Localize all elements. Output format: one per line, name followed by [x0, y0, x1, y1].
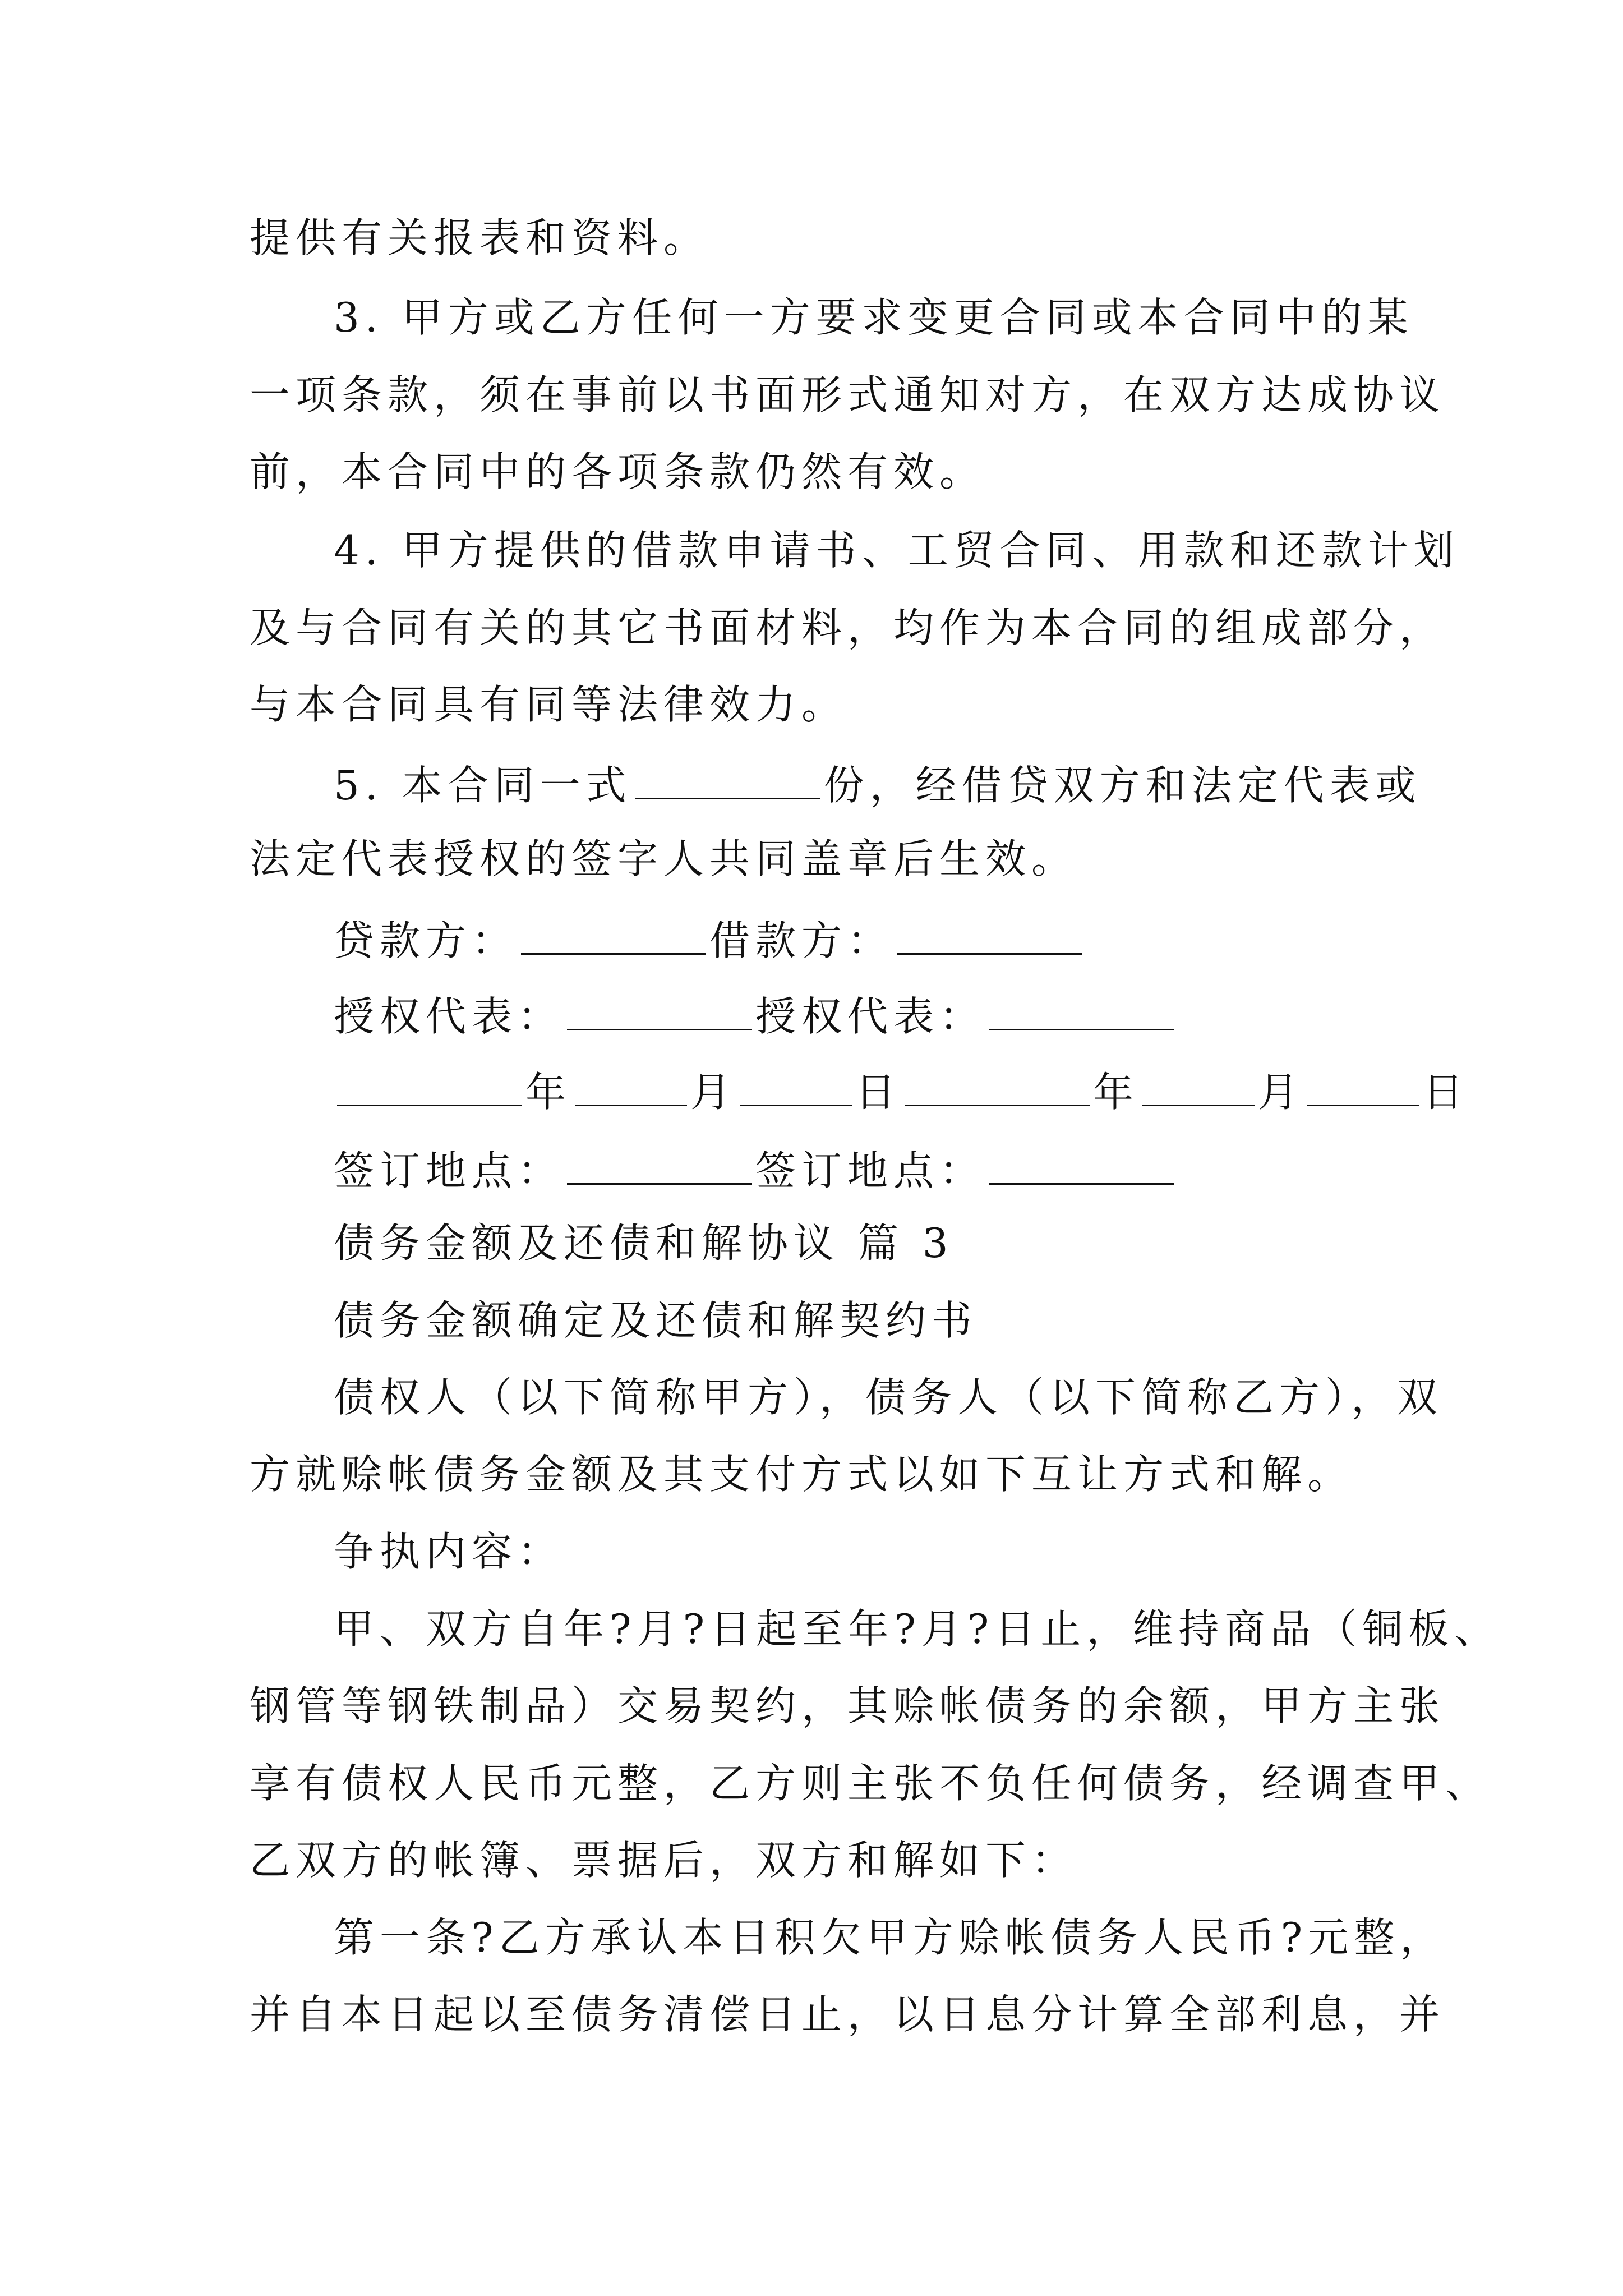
clause-5-after: 份，经借贷双方和法定代表或	[823, 762, 1422, 809]
rep-label-1: 授权代表：	[334, 993, 564, 1040]
year-label-1: 年	[525, 1069, 572, 1116]
rep-blank-1	[567, 993, 752, 1030]
date-line	[334, 1069, 1469, 1116]
body-line: 乙双方的帐簿、票据后，双方和解如下：	[250, 1837, 1078, 1884]
text-line: 法定代表授权的签字人共同盖章后生效。	[250, 835, 1078, 882]
day-label-2: 日	[1423, 1069, 1469, 1116]
text-line: 前，本合同中的各项条款仍然有效。	[250, 448, 986, 495]
lender-borrower-line	[334, 917, 1085, 964]
lender-label: 贷款方：	[334, 917, 518, 964]
year-blank-1	[337, 1069, 522, 1106]
text-line: 提供有关报表和资料。	[250, 214, 710, 261]
body-line: 第一条?乙方承认本日积欠甲方赊帐债务人民币?元整，	[334, 1914, 1446, 1961]
clause-5-before: 5. 本合同一式	[334, 762, 632, 809]
lender-blank	[521, 917, 706, 955]
body-line: 债权人（以下简称甲方），债务人（以下简称乙方），双	[334, 1374, 1444, 1421]
clause-5-line	[334, 762, 1422, 809]
month-label-1: 月	[690, 1069, 737, 1116]
year-blank-2	[905, 1069, 1090, 1106]
rep-label-2: 授权代表：	[755, 993, 986, 1040]
place-line	[334, 1147, 1177, 1194]
text-line: 3. 甲方或乙方任何一方要求变更合同或本合同中的某	[334, 294, 1414, 341]
day-blank-2	[1307, 1069, 1419, 1106]
copies-blank	[635, 762, 820, 799]
month-blank-1	[575, 1069, 687, 1106]
place-blank-2	[989, 1147, 1174, 1185]
section-title: 债务金额及还债和解协议 篇 3	[334, 1220, 954, 1267]
body-line: 享有债权人民币元整，乙方则主张不负任何债务，经调查甲、	[250, 1760, 1492, 1807]
body-line: 钢管等钢铁制品）交易契约，其赊帐债务的余额，甲方主张	[250, 1682, 1446, 1729]
rep-blank-2	[989, 993, 1174, 1030]
borrower-label: 借款方：	[709, 917, 894, 964]
borrower-blank	[897, 917, 1082, 955]
text-line: 及与合同有关的其它书面材料，均作为本合同的组成部分，	[250, 604, 1446, 651]
year-label-2: 年	[1093, 1069, 1140, 1116]
body-line: 争执内容：	[334, 1528, 564, 1575]
text-line: 4. 甲方提供的借款申请书、工贸合同、用款和还款计划	[334, 527, 1460, 574]
place-label-1: 签订地点：	[334, 1147, 564, 1194]
day-blank-1	[740, 1069, 852, 1106]
text-line: 与本合同具有同等法律效力。	[250, 681, 848, 728]
body-line: 方就赊帐债务金额及其支付方式以如下互让方式和解。	[250, 1451, 1354, 1498]
agreement-title: 债务金额确定及还债和解契约书	[334, 1297, 978, 1344]
rep-line	[334, 993, 1177, 1040]
body-line: 甲、双方自年?月?日起至年?月?日止，维持商品（铜板、	[334, 1605, 1501, 1653]
month-label-2: 月	[1258, 1069, 1304, 1116]
day-label-1: 日	[855, 1069, 902, 1116]
place-blank-1	[567, 1147, 752, 1185]
body-line: 并自本日起以至债务清偿日止，以日息分计算全部利息，并	[250, 1991, 1446, 2038]
month-blank-2	[1142, 1069, 1255, 1106]
place-label-2: 签订地点：	[755, 1147, 986, 1194]
text-line: 一项条款，须在事前以书面形式通知对方，在双方达成协议	[250, 371, 1446, 418]
